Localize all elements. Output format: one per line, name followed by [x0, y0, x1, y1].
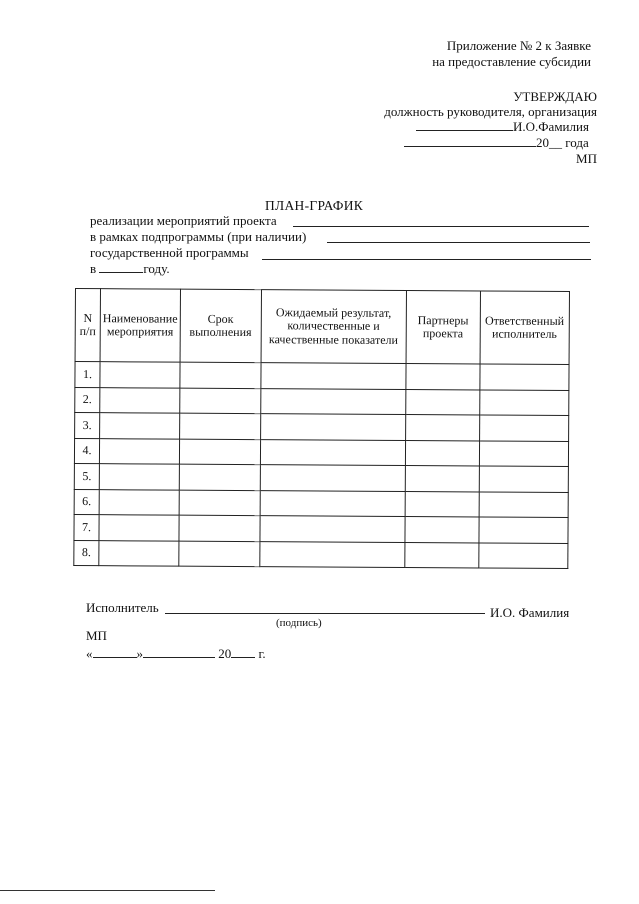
- result-cell[interactable]: [261, 388, 406, 414]
- event-cell[interactable]: [99, 438, 179, 464]
- footer-date-line: [86, 646, 266, 661]
- responsible-cell[interactable]: [479, 389, 568, 415]
- executor-name: И.О. Фамилия: [490, 605, 570, 620]
- partners-cell[interactable]: [405, 440, 479, 466]
- partners-cell[interactable]: [406, 364, 480, 390]
- row-number: 4.: [74, 438, 99, 464]
- approve-heading: УТВЕРЖДАЮ: [513, 89, 597, 104]
- deadline-cell[interactable]: [179, 490, 260, 516]
- responsible-cell[interactable]: [480, 364, 569, 390]
- approval-seal: МП: [576, 151, 597, 166]
- partners-cell[interactable]: [405, 491, 479, 517]
- partners-cell[interactable]: [405, 415, 479, 441]
- row-number: 6.: [74, 489, 99, 515]
- approver-signature-blank[interactable]: [416, 119, 513, 131]
- deadline-cell[interactable]: [179, 413, 260, 439]
- date-year-prefix: 20: [218, 646, 232, 661]
- appendix-line-1: Приложение № 2 к Заявке: [446, 38, 591, 53]
- partners-cell[interactable]: [405, 517, 479, 543]
- table-row: [74, 514, 568, 543]
- result-cell[interactable]: [260, 439, 405, 465]
- approver-position: должность руководителя, организация: [384, 104, 597, 119]
- date-close-quote: »: [136, 646, 143, 661]
- row-number: 1.: [75, 362, 100, 388]
- executor-signature-blank[interactable]: [165, 613, 485, 614]
- result-cell[interactable]: [260, 490, 405, 516]
- table-row: [74, 438, 568, 467]
- year-suffix: году.: [143, 261, 170, 276]
- date-suffix: г.: [258, 646, 266, 661]
- col-header-event: Наименование мероприятия: [100, 289, 180, 362]
- approval-date-line: [404, 135, 589, 150]
- event-cell[interactable]: [99, 540, 179, 566]
- date-year-blank[interactable]: [231, 646, 255, 658]
- col-header-result: Ожидаемый результат, количественные и качественные показатели: [261, 290, 406, 364]
- project-blank[interactable]: [293, 226, 589, 227]
- result-cell[interactable]: [261, 363, 406, 389]
- row-number: 5.: [74, 463, 99, 489]
- deadline-cell[interactable]: [179, 439, 260, 465]
- responsible-cell[interactable]: [479, 466, 568, 492]
- approver-name-line: [416, 119, 589, 134]
- appendix-line-2: на предоставление субсидии: [432, 54, 591, 69]
- partners-cell[interactable]: [405, 542, 479, 568]
- event-cell[interactable]: [99, 515, 179, 541]
- signature-caption: (подпись): [276, 617, 322, 629]
- table-row: [75, 387, 569, 416]
- date-month-blank[interactable]: [143, 646, 215, 658]
- title-line-project: реализации мероприятий проекта: [90, 213, 277, 228]
- table-header-row: [75, 289, 569, 365]
- table-row: [74, 489, 568, 518]
- table-row: [75, 362, 569, 391]
- event-cell[interactable]: [100, 362, 180, 388]
- deadline-cell[interactable]: [179, 541, 260, 567]
- approval-date-blank[interactable]: [404, 135, 536, 147]
- program-blank[interactable]: [262, 259, 591, 260]
- deadline-cell[interactable]: [179, 515, 260, 541]
- subprogram-blank[interactable]: [327, 242, 590, 243]
- plan-table: [73, 288, 569, 569]
- table-row: [74, 540, 568, 569]
- partners-cell[interactable]: [405, 389, 479, 415]
- result-cell[interactable]: [260, 414, 405, 440]
- responsible-cell[interactable]: [479, 491, 568, 517]
- event-cell[interactable]: [99, 464, 179, 490]
- deadline-cell[interactable]: [180, 362, 261, 388]
- title-line-year: [90, 261, 170, 276]
- row-number: 3.: [75, 413, 100, 439]
- row-number: 7.: [74, 514, 99, 540]
- result-cell[interactable]: [260, 541, 405, 567]
- year-prefix: в: [90, 261, 97, 276]
- partners-cell[interactable]: [405, 466, 479, 492]
- col-header-deadline: Срок выполнения: [180, 289, 261, 362]
- deadline-cell[interactable]: [180, 388, 261, 414]
- responsible-cell[interactable]: [479, 542, 568, 568]
- table-row: [74, 463, 568, 492]
- year-blank[interactable]: [99, 261, 143, 273]
- result-cell[interactable]: [260, 465, 405, 491]
- responsible-cell[interactable]: [479, 440, 568, 466]
- deadline-cell[interactable]: [179, 464, 260, 490]
- approver-name: И.О.Фамилия: [513, 119, 589, 134]
- title-line-program: государственной программы: [90, 245, 249, 260]
- responsible-cell[interactable]: [479, 415, 568, 441]
- bottom-divider: [0, 890, 215, 891]
- col-header-number: N п/п: [75, 289, 100, 362]
- table-row: [75, 413, 569, 442]
- date-day-blank[interactable]: [93, 646, 137, 658]
- date-open-quote: «: [86, 646, 93, 661]
- plan-title: ПЛАН-ГРАФИК: [265, 198, 364, 213]
- title-line-subprogram: в рамках подпрограммы (при наличии): [90, 229, 307, 244]
- responsible-cell[interactable]: [479, 517, 568, 543]
- col-header-responsible: Ответственный исполнитель: [480, 291, 569, 365]
- event-cell[interactable]: [99, 489, 179, 515]
- footer-seal: МП: [86, 628, 107, 643]
- col-header-partners: Партнеры проекта: [406, 291, 480, 364]
- approval-date-year: 20__ года: [536, 135, 589, 150]
- result-cell[interactable]: [260, 516, 405, 542]
- event-cell[interactable]: [100, 387, 180, 413]
- event-cell[interactable]: [100, 413, 180, 439]
- row-number: 2.: [75, 387, 100, 413]
- executor-label: Исполнитель: [86, 600, 159, 615]
- row-number: 8.: [74, 540, 99, 566]
